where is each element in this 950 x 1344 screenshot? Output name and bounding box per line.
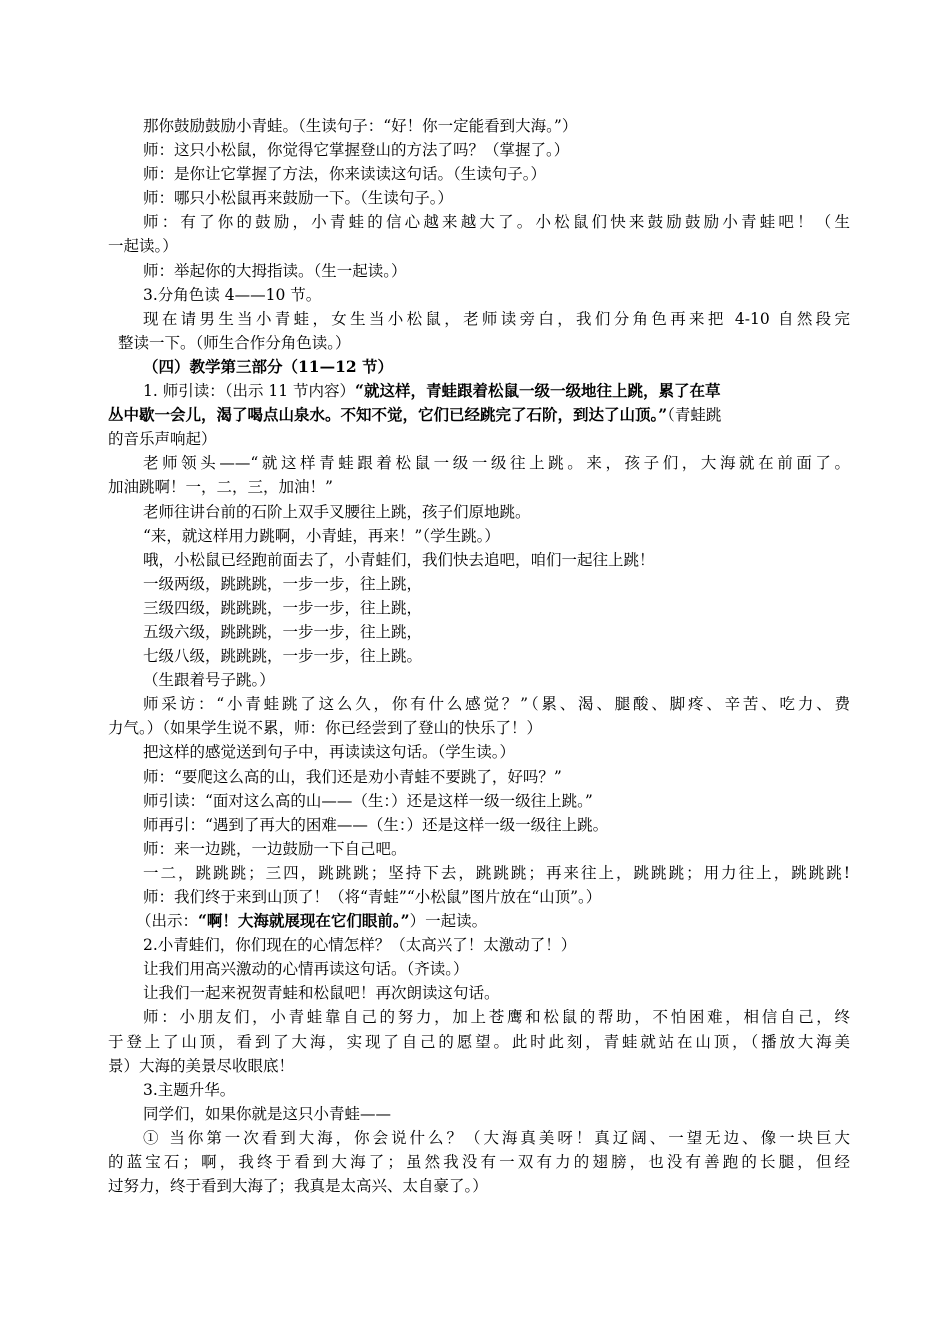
text-line: 一级两级，跳跳跳，一步一步，往上跳， (143, 574, 423, 593)
text-line: 把这样的感觉送到句子中，再读读这句话。（学生读。） (143, 743, 516, 762)
text-line: 整读一下。（师生合作分角色读。） (118, 333, 351, 352)
lead-read-paragraph-cont (108, 403, 850, 427)
text-line: ① 当你第一次看到大海，你会说什么？（大海真美呀！真辽阔、一望无边、像一块巨大 (143, 1128, 850, 1147)
text-line: 七级八级，跳跳跳，一步一步，往上跳。 (143, 647, 423, 666)
text-line: 三级四级，跳跳跳，一步一步，往上跳， (143, 598, 423, 617)
text-line: 3.分角色读 4——10 节。 (143, 285, 322, 304)
text-line: 现在请男生当小青蛙，女生当小松鼠，老师读旁白，我们分角色再来把 4-10 自然段完 (143, 309, 850, 328)
text-line: 力气。）（如果学生说不累，师：你已经尝到了登山的快乐了！） (108, 719, 543, 738)
text-line: 师：是你让它掌握了方法，你来读读这句话。（生读句子。） (143, 165, 547, 184)
text-line: 五级六级，跳跳跳，一步一步，往上跳， (143, 622, 423, 641)
text-line: 师：这只小松鼠，你觉得它掌握登山的方法了吗？（掌握了。） (143, 141, 570, 160)
text-line: 师再引：“遇到了再大的困难——（生：）还是这样一级一级往上跳。 (143, 815, 609, 834)
text-line: 师：我们终于来到山顶了！（将“青蛙”“小松鼠”图片放在“山顶”。） (143, 888, 602, 906)
jumping-activity-text (108, 451, 850, 909)
text-line: （四）教学第三部分（11—12 节） (143, 356, 394, 376)
text-line: 老师往讲台前的石阶上双手叉腰往上跳，孩子们原地跳。 (143, 502, 531, 521)
lead-read-note-1: （青蛙跳 (667, 406, 722, 425)
show-prefix: （出示： (136, 912, 199, 931)
text-line: 师：举起你的大拇指读。（生一起读。） (143, 261, 407, 280)
text-line: 哦，小松鼠已经跑前面去了，小青蛙们，我们快去追吧，咱们一起往上跳！ (143, 550, 655, 569)
text-line: 的蓝宝石；啊，我终于看到大海了；虽然我没有一双有力的翅膀，也没有善跑的长腿，但经 (108, 1153, 850, 1172)
text-line: 同学们，如果你就是这只小青蛙—— (143, 1104, 392, 1123)
text-line: 景）大海的美景尽收眼底！ (108, 1056, 295, 1075)
text-line: （生跟着号子跳。） (143, 671, 275, 690)
show-suffix: ）一起读。 (409, 912, 488, 931)
lead-read-quote-1: “就这样，青蛙跟着松鼠一级一级地往上跳，累了在草 (355, 381, 721, 401)
text-line: 师：“要爬这么高的山，我们还是劝小青蛙不要跳了，好吗？” (143, 767, 562, 786)
text-line: 师采访：“小青蛙跳了这么久，你有什么感觉？”（累、渴、腿酸、脚疼、辛苦、吃力、费 (143, 695, 850, 714)
text-line: 老师领头——“就这样青蛙跟着松鼠一级一级往上跳。来，孩子们，大海就在前面了。 (143, 454, 850, 473)
show-sentence: “啊！大海就展现在它们眼前。” (198, 911, 410, 931)
text-line: 于登上了山顶，看到了大海，实现了自己的愿望。此时此刻，青蛙就站在山顶，（播放大海美 (108, 1032, 850, 1051)
document-page (108, 114, 850, 1198)
lead-read-intro: 1. 师引读：（出示 11 节内容） (143, 382, 356, 401)
text-line: 一二，跳跳跳；三四，跳跳跳；坚持下去，跳跳跳；再来往上，跳跳跳；用力往上，跳跳跳! (143, 863, 850, 882)
text-line: 加油跳啊！一，二，三，加油！” (108, 478, 333, 497)
lead-read-quote-2: 丛中歇一会儿，渴了喝点山泉水。不知不觉，它们已经跳完了石阶，到达了山顶。” (108, 405, 668, 425)
lead-read-note-line (108, 427, 850, 451)
text-line: 让我们用高兴激动的心情再读这句话。（齐读。） (143, 960, 469, 979)
text-line: 3.主题升华。 (143, 1080, 236, 1099)
text-line: 让我们一起来祝贺青蛙和松鼠吧！再次朗读这句话。 (143, 984, 500, 1003)
lesson-part-two-text (108, 114, 850, 379)
lead-read-paragraph (108, 379, 850, 403)
text-line: 师：小朋友们，小青蛙靠自己的努力，加上苍鹰和松鼠的帮助，不怕困难，相信自己，终 (143, 1008, 850, 1027)
text-line: 师：哪只小松鼠再来鼓励一下。（生读句子。） (143, 189, 454, 208)
text-line: 一起读。） (108, 237, 178, 256)
text-line: 那你鼓励鼓励小青蛙。（生读句子：“好！你一定能看到大海。”） (143, 117, 578, 135)
show-sentence-line (108, 909, 850, 933)
text-line: 师：来一边跳，一边鼓励一下自己吧。 (143, 839, 407, 858)
text-line: “来，就这样用力跳啊，小青蛙，再来！”（学生跳。） (143, 526, 500, 545)
lead-read-note-2: 的音乐声响起） (108, 430, 217, 449)
text-line: 2.小青蛙们，你们现在的心情怎样？（太高兴了！太激动了！） (143, 936, 577, 955)
text-line: 师：有了你的鼓励，小青蛙的信心越来越大了。小松鼠们快来鼓励鼓励小青蛙吧！（生 (143, 213, 850, 232)
theme-elevation-text (108, 933, 850, 1198)
text-line: 过努力，终于看到大海了；我真是太高兴、太自豪了。） (108, 1177, 488, 1196)
text-line: 师引读：“面对这么高的山——（生：）还是这样一级一级往上跳。” (143, 791, 593, 810)
